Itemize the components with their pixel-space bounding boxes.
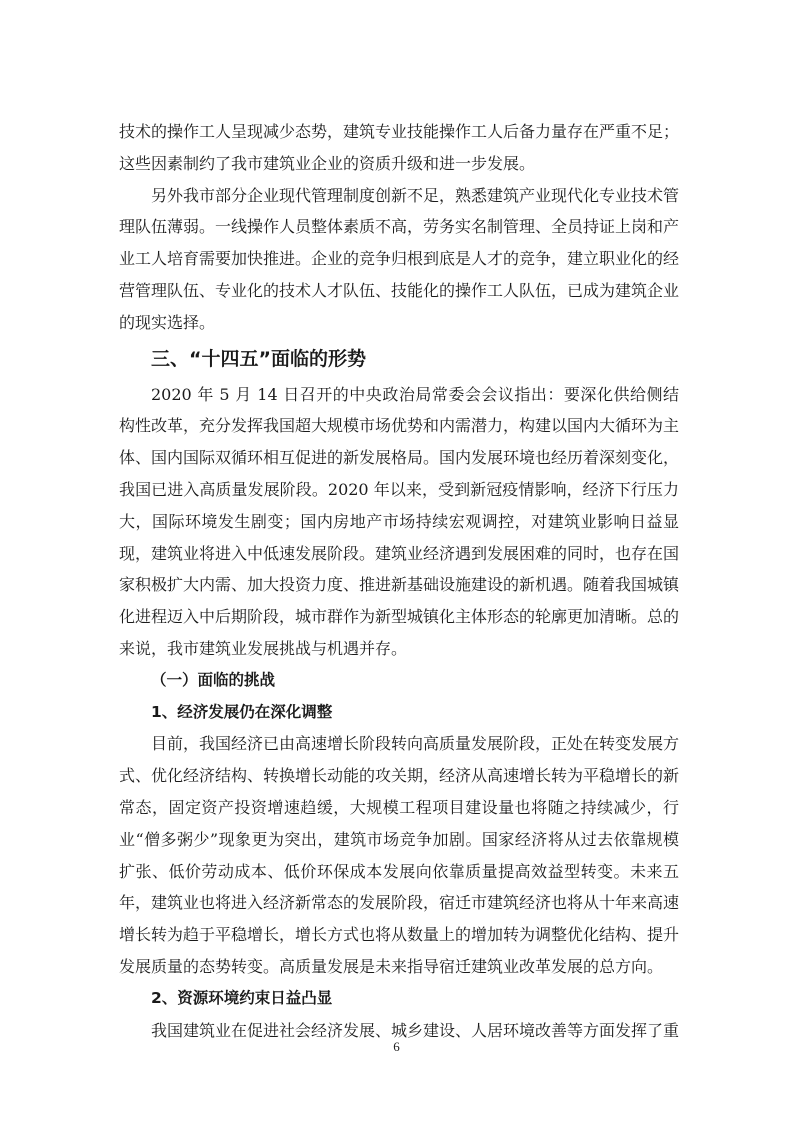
paragraph-continuation: 技术的操作工人呈现减少态势，建筑专业技能操作工人后备力量存在严重不足；这些因素制约了我市建筑业企业的资质升级和进一步发展。 (119, 122, 680, 173)
page-number: 6 (393, 1039, 400, 1054)
paragraph-situation: 2020 年 5 月 14 日召开的中央政治局常委会会议指出：要深化供给侧结构性改革，充分发挥我国超大规模市场优势和内需潜力，构建以国内大循环为主体、国内国际双循环相互促进的新发展格局。国内发展环境也经历着深刻变化，我国已进入高质量发展阶段。2020 年以来，受到新冠疫情影响，经济下行压力大，国际环境发生剧变；国内房地产市场持续宏观调控，对建筑业影响日益显现，建筑业将进入中低速发展阶段。建筑业经济遇到发展困难的同时，也存在国家积极扩大内需、加大投资力度、推进新基础设施建设的新机遇。随着我国城镇化进程迈入中后期阶段，城市群作为新型城镇化主体形态的轮廓更加清晰。总的来说，我市建筑业发展挑战与机遇并存。 (119, 384, 680, 658)
item-title-economy: 1、经济发展仍在深化调整 (151, 702, 333, 721)
subsection-title-challenges: （一）面临的挑战 (151, 670, 276, 689)
section-title: 三、“十四五”面临的形势 (151, 347, 366, 370)
paragraph-resources: 我国建筑业在促进社会经济发展、城乡建设、人居环境改善等方面发挥了重 (151, 1020, 680, 1040)
paragraph-management: 另外我市部分企业现代管理制度创新不足，熟悉建筑产业现代化专业技术管理队伍薄弱。一线操作人员整体素质不高，劳务实名制管理、全员持证上岗和产业工人培育需要加快推进。企业的竞争归根到底是人才的竞争，建立职业化的经营管理队伍、专业化的技术人才队伍、技能化的操作工人队伍，已成为建筑企业的现实选择。 (119, 185, 680, 332)
document-page (119, 116, 679, 1046)
paragraph-economy: 目前，我国经济已由高速增长阶段转向高质量发展阶段，正处在转变发展方式、优化经济结构、转换增长动能的攻关期，经济从高速增长转为平稳增长的新常态，固定资产投资增速趋缓，大规模工程项目建设量也将随之持续减少，行业“僧多粥少”现象更为突出，建筑市场竞争加剧。国家经济将从过去依靠规模扩张、低价劳动成本、低价环保成本发展向依靠质量提高效益型转变。未来五年，建筑业也将进入经济新常态的发展阶段，宿迁市建筑经济也将从十年来高速增长转为趋于平稳增长，增长方式也将从数量上的增加转为调整优化结构、提升发展质量的态势转变。高质量发展是未来指导宿迁建筑业改革发展的总方向。 (119, 734, 680, 976)
item-title-resources: 2、资源环境约束日益凸显 (151, 988, 333, 1007)
